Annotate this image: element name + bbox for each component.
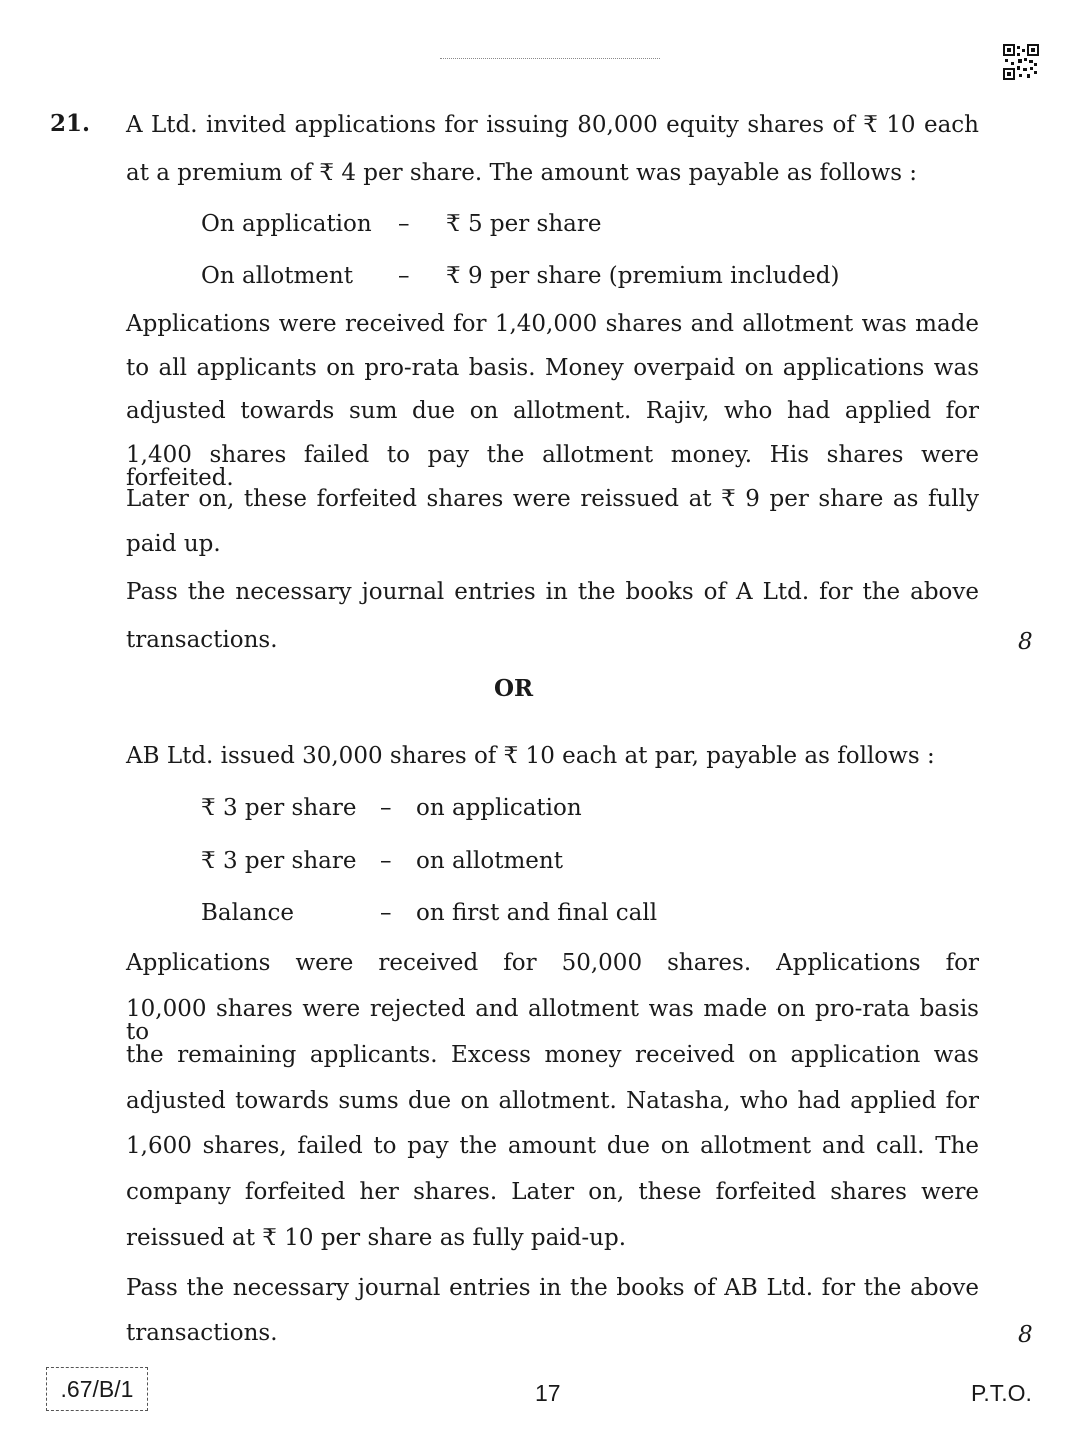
- schedule-dash: –: [398, 211, 410, 237]
- or-divider: OR: [494, 675, 534, 702]
- question-body-line-5: Later on, these forfeited shares were reissued at ₹ 9 per share as fully: [126, 486, 979, 512]
- page-number: 17: [535, 1380, 561, 1406]
- alt-schedule-value-3: on first and final call: [416, 900, 658, 926]
- alternative-marks: 8: [1018, 1322, 1033, 1348]
- schedule-dash: –: [398, 263, 410, 289]
- alt-schedule-label-3: Balance: [201, 900, 294, 926]
- schedule-label-allotment: On allotment: [201, 263, 353, 289]
- alt-body-line-7: reissued at ₹ 10 per share as fully paid-up.: [126, 1225, 627, 1251]
- alt-schedule-dash: –: [380, 848, 392, 874]
- alt-schedule-value-1: on application: [416, 795, 582, 821]
- alt-body-line-6: company forfeited her shares. Later on, these forfeited shares were: [126, 1179, 979, 1205]
- header-dotted-line: [440, 58, 660, 59]
- question-body-line-2: to all applicants on pro-rata basis. Money overpaid on applications was: [126, 355, 979, 381]
- question-intro-line-1: A Ltd. invited applications for issuing 80,000 equity shares of ₹ 10 each: [126, 112, 979, 138]
- alt-body-line-2: 10,000 shares were rejected and allotment was made on pro-rata basis to: [126, 996, 979, 1045]
- question-task-line-1: Pass the necessary journal entries in the books of A Ltd. for the above: [126, 579, 979, 605]
- question-body-line-6: paid up.: [126, 531, 221, 557]
- schedule-value-allotment: ₹ 9 per share (premium included): [446, 263, 840, 289]
- alt-body-line-5: 1,600 shares, failed to pay the amount due on allotment and call. The: [126, 1133, 979, 1159]
- alt-schedule-dash: –: [380, 900, 392, 926]
- schedule-label-application: On application: [201, 211, 372, 237]
- alt-task-line-2: transactions.: [126, 1320, 278, 1346]
- alt-body-line-3: the remaining applicants. Excess money received on application was: [126, 1042, 979, 1068]
- alternative-intro: AB Ltd. issued 30,000 shares of ₹ 10 each at par, payable as follows :: [126, 743, 935, 769]
- alt-schedule-label-1: ₹ 3 per share: [201, 795, 357, 821]
- paper-code-box: .67/B/1: [46, 1367, 148, 1411]
- question-body-line-3: adjusted towards sum due on allotment. Rajiv, who had applied for: [126, 398, 979, 424]
- question-task-line-2: transactions.: [126, 627, 278, 653]
- question-marks: 8: [1018, 629, 1033, 655]
- question-body-line-4: 1,400 shares failed to pay the allotment money. His shares were forfeited.: [126, 442, 979, 491]
- qr-code-icon: [1003, 44, 1039, 80]
- pto-label: P.T.O.: [971, 1380, 1032, 1406]
- alt-task-line-1: Pass the necessary journal entries in the books of AB Ltd. for the above: [126, 1275, 979, 1301]
- question-intro-line-2: at a premium of ₹ 4 per share. The amount was payable as follows :: [126, 160, 918, 186]
- alt-schedule-label-2: ₹ 3 per share: [201, 848, 357, 874]
- schedule-value-application: ₹ 5 per share: [446, 211, 602, 237]
- question-number: 21.: [50, 110, 91, 137]
- alt-body-line-1: Applications were received for 50,000 shares. Applications for: [126, 950, 979, 976]
- alt-body-line-4: adjusted towards sums due on allotment. Natasha, who had applied for: [126, 1088, 979, 1114]
- alt-schedule-dash: –: [380, 795, 392, 821]
- alt-schedule-value-2: on allotment: [416, 848, 563, 874]
- question-body-line-1: Applications were received for 1,40,000 shares and allotment was made: [126, 311, 979, 337]
